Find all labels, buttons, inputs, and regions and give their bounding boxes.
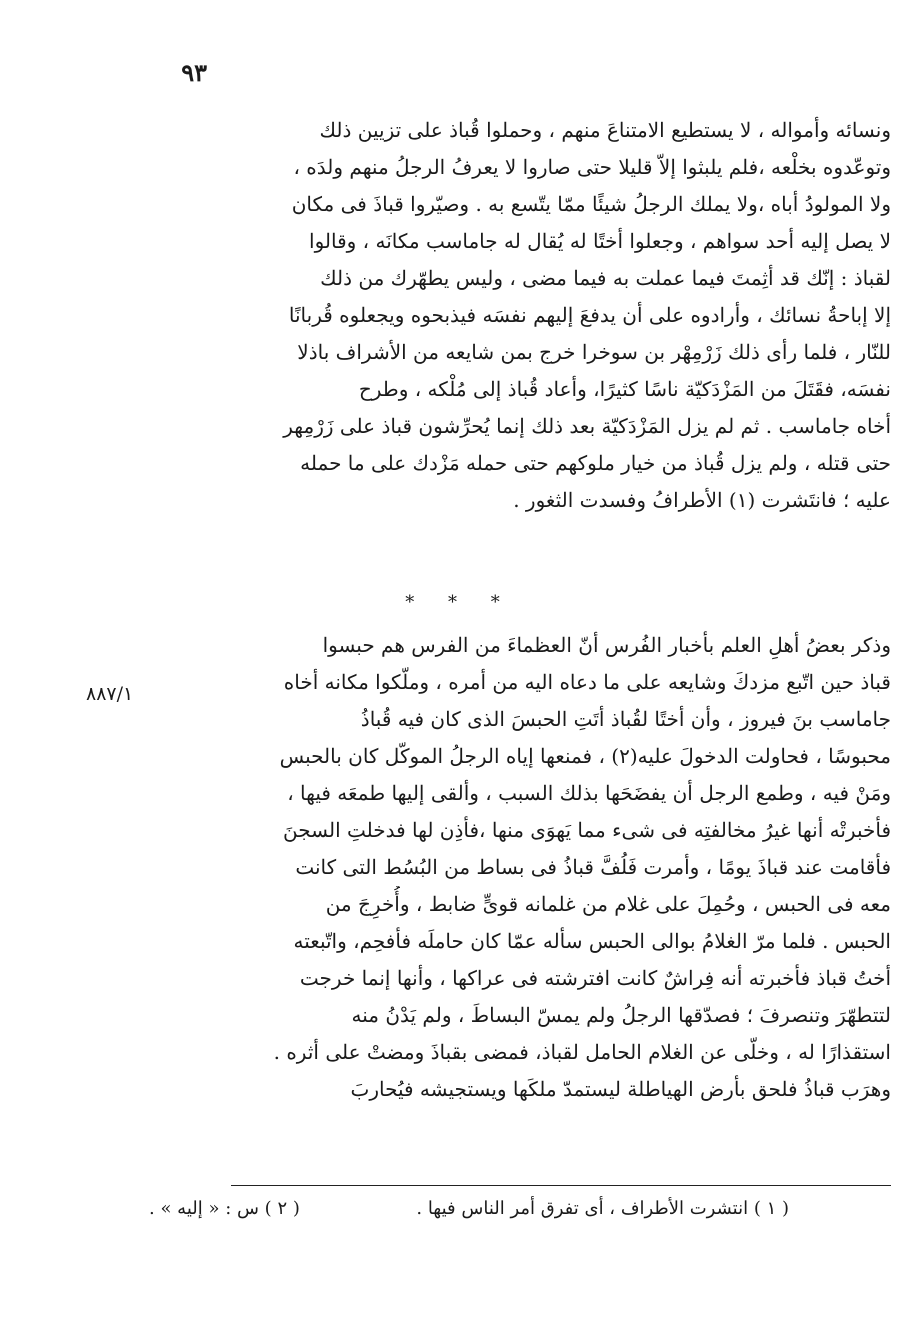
text-line: فأخبرتْه أنها غيرُ مخالفتِه فى شىء مما يَهوَى منها ،فأذِن لها فدخلتِ السجنَ [283, 818, 891, 842]
text-line: للنّار ، فلما رأى ذلك زَرْمِهْر بن سوخرا خرج بمن شايعه من الأشراف باذلا [297, 340, 891, 364]
text-line: وتوعّدوه بخلْعه ،فلم يلبثوا إلاّ قليلا حتى صاروا لا يعرفُ الرجلُ منهم ولدَه ، [293, 155, 891, 179]
text-line: وهرَب قباذُ فلحق بأرض الهياطلة ليستمدّ ملكَها ويستجيشه فيُحاربَ [350, 1077, 891, 1101]
text-line: ومَنْ فيه ، وطمع الرجل أن يفضَحَها بذلك السبب ، وألقى إليها طمعَه فيها ، [287, 781, 891, 805]
text-line: ولا المولودُ أباه ،ولا يملك الرجلُ شيئًا ممّا يتّسع به . وصيّروا قباذَ فى مكان [291, 192, 891, 216]
text-line: حتى قتله ، ولم يزل قُباذ من خيار ملوكهم حتى حمله مَزْدك على ما حمله [300, 451, 891, 475]
text-line: معه فى الحبس ، وحُمِلَ على غلام من غلمانه قوىٍّ ضابط ، وأُخرِجَ من [325, 892, 891, 916]
section-separator: * * * [405, 592, 514, 613]
text-line: قباذ حين اتّبع مزدكَ وشايعه على ما دعاه اليه من أمره ، وملّكوا مكانه أخاه [283, 670, 891, 694]
text-line: نفسَه، فقَتَلَ من المَزْدَكيّة ناسًا كثيرًا، وأعاد قُباذ إلى مُلْكه ، وطرح [358, 377, 891, 401]
footnote-2: ( ٢ ) س : « إليه » . [149, 1198, 300, 1219]
footnote-divider [231, 1185, 891, 1186]
text-line: عليه ؛ فانتَشرت (١) الأطرافُ وفسدت الثغور . [513, 488, 891, 512]
footnotes [149, 1198, 789, 1219]
text-line: محبوسًا ، فحاولت الدخولَ عليه(٢) ، فمنعها إياه الرجلُ الموكّل كان بالحبس [279, 744, 891, 768]
page-number: ٩٣ [181, 58, 207, 87]
margin-reference: ٨٨٧/١ [86, 683, 134, 705]
paragraph-2 [177, 627, 891, 1108]
text-line: الحبس . فلما مرّ الغلامُ بوالى الحبس سأله عمّا كان حاملَه فأفحِم، واتّبعته [293, 929, 891, 953]
paragraph-1 [177, 112, 891, 519]
text-line: استقذارًا له ، وخلّى عن الغلام الحامل لقباذ، فمضى بقباذَ ومضتْ على أثره . [273, 1040, 891, 1064]
text-line: لتتطهّرَ وتنصرفَ ؛ فصدّقها الرجلُ ولم يمسّ البساطَ ، ولم يَدْنُ منه [351, 1003, 891, 1027]
text-line: جاماسب بنَ فيروز ، وأن أختًا لقُباذ أتَتِ الحبسَ الذى كان فيه قُباذُ [360, 707, 891, 731]
text-line: لقباذ : إنّك قد أثِمتَ فيما عملت به فيما مضى ، وليس يطهّرك من ذلك [320, 266, 891, 290]
text-line: أخاه جاماسب . ثم لم يزل المَزْدَكيّة بعد ذلك إنما يُحرِّشون قباذ على زَرْمِهر [283, 414, 891, 438]
text-line: ونسائه وأمواله ، لا يستطيع الامتناعَ منهم ، وحملوا قُباذ على تزيين ذلك [319, 118, 891, 142]
text-line: وذكر بعضُ أهلِ العلم بأخبار الفُرس أنّ العظماءَ من الفرس هم حبسوا [322, 633, 891, 657]
text-line: فأقامت عند قباذَ يومًا ، وأمرت فَلُفَّ قباذُ فى بساط من البُسُط التى كانت [295, 855, 891, 879]
text-line: لا يصل إليه أحد سواهم ، وجعلوا أختًا له يُقال له جاماسب مكانَه ، وقالوا [309, 229, 891, 253]
footnote-1: ( ١ ) انتشرت الأطراف ، أى تفرق أمر الناس فيها . [416, 1198, 789, 1219]
text-line: أختُ قباذ فأخبرته أنه فِراشٌ كانت افترشته فى عراكها ، وأنها إنما خرجت [299, 966, 891, 990]
text-line: إلا إباحةُ نسائك ، وأرادوه على أن يدفعَ إليهم نفسَه فيذبحوه ويجعلوه قُربانًا [288, 303, 891, 327]
